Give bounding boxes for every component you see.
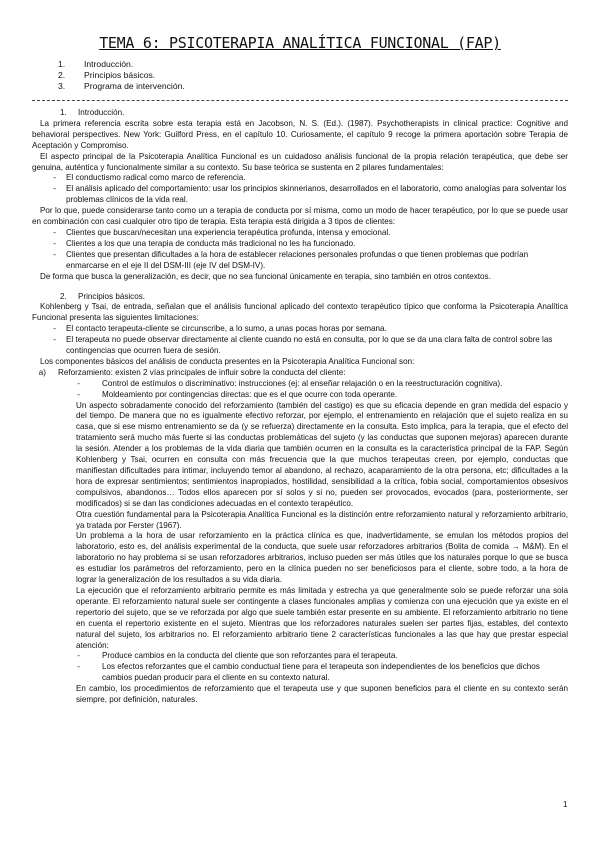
list-item: - Clientes que buscan/necesitan una experiencia terapéutica profunda, intensa y emocional. [53,227,391,237]
paragraph: Un problema a la hora de usar reforzamiento en la práctica clínica es que, inadvertidamente, se emulan los métodos propios del laboratorio, esto es, del análisis experimental de la conducta, que suele usar reforzadores arbitrarios (Bolita de comida → M&M). En el laboratorio no hay problema si se usan reforzadores arbitrarios, incluso pueden ser más útiles que los naturales porque lo que se busca es estudiar los parámetros del reforzamiento, pero en la clínica pueden no ser beneficiosos para el cliente, sobre todo, a la hora de lograr la generalización de los resultados a su vida diaria. [76,531,568,585]
list-item: - Control de estímulos o discriminativo: instrucciones (ej: al enseñar relajación o en la reestructuración cognitiva). [77,378,503,388]
page-title: TEMA 6: PSICOTERAPIA ANALÍTICA FUNCIONAL (FAP) [99,34,501,52]
page-number: 1 [563,800,568,809]
list-item: - Clientes a los que una terapia de conducta más tradicional no les ha funcionado. [53,238,356,248]
section-heading-principios: 2. Principios básicos. [60,291,146,301]
paragraph: La ejecución que el reforzamiento arbitrario permite es más limitada y estrecha ya que generalmente solo se puede reforzar una sola operante. El reforzamiento natural suele ser contingente a clases funcionales amplias y comienza con una ejecución que ya existe en el repertorio del sujeto, que se ve reforzada por algo que suele también estar presente en su ambiente. El reforzamiento arbitrario no tiene en cuenta el repertorio existente en el sujeto. Mientras que los reforzadores naturales suelen ser partes fijas, estables, del contexto natural del sujeto, los arbitrarios no. El reforzamiento arbitrario tiene 2 características funcionales a las que hay que prestar especial atención: [76,585,568,650]
toc-number: 1. [58,59,66,69]
toc-item [58,59,185,70]
list-item: - El conductismo radical como marco de referencia. [53,173,246,183]
list-item: - Clientes que presentan dificultades a la hora de establecer relaciones personales profundas o que tienen problemas que podrían enmarcarse en el eje II del DSM-III (eje IV del DSM-IV). [53,249,529,270]
paragraph: La primera referencia escrita sobre esta terapia está en Jacobson, N. S. (Ed.). (1987). Psychotherapists in clinical practice: Cognitive and behavioral perspectives. New York: Guilford Press, en el capítulo 10. Curiosamente, el capítulo 9 recoge la primera aportación sobre Terapia de Aceptación y Compromiso. [32,118,568,150]
toc-item [58,70,185,81]
list-item: - El contacto terapeuta-cliente se circunscribe, a lo sumo, a unas pocas horas por semana. [53,324,387,334]
list-item: - Moldeamiento por contingencias directas: que es el que ocurre con toda operante. [77,389,398,399]
table-of-contents [58,59,185,92]
toc-item [58,81,185,92]
paragraph: Los componentes básicos del análisis de conducta presentes en la Psicoterapia Analítica Funcional son: [40,356,415,366]
paragraph: El aspecto principal de la Psicoterapia Analítica Funcional es un cuidadoso análisis funcional de la propia relación terapéutica, que debe ser genuina, auténtica y funcionalmente similar a su contexto. Su base teórica se sustenta en 2 pilares fundamentales: [32,151,568,172]
paragraph: Otra cuestión fundamental para la Psicoterapia Analítica Funcional es la distinción entre reforzamiento natural y reforzamiento arbitrario, ya tratada por Ferster (1967). [76,509,568,530]
paragraph: En cambio, los procedimientos de reforzamiento que el terapeuta use y que suponen beneficios para el cliente en su contexto serán siempre, por definición, naturales. [76,684,568,705]
paragraph: Un aspecto sobradamente conocido del reforzamiento (también del castigo) es que su eficacia depende en gran medida del espacio y del tiempo. De manera que no es igualmente efectivo reforzar, por ejemplo, el entrenamiento en relajación que el sujeto realiza en su casa, que si ese mismo entrenamiento se da (y se refuerza) directamente en la consulta. Esto implica, para la terapia, que el efecto del tratamiento será mucho más fuerte si las conductas problemáticas del sujeto (y las conductas que suponen mejoras) aparecen durante la sesión. Atender a los problemas de la vida diaria que también ocurren en la consulta es la característica principal de la FAP. Según Kohlenberg y Tsai, ocurren en consulta con más frecuencia que la que muchos terapeutas creen, por ejemplo, conductas que manifiestan dificultades para intimar, incluyendo temor al abandono, al rechazo, acaparamiento de la otra persona, etc; dificultades a la hora de expresar sentimientos; sentimientos inapropiados, hostilidad, sensibilidad a la crítica, fobia social, comportamientos obsesivos compulsivos, abandonos… Todos ellos aparecen por sí solos y si no, pueden ser provocados, evocados (para, posteriormente, ser modificados) si se dan las condiciones adecuadas en el contexto terapéutico. [76,400,568,508]
toc-label: Programa de intervención. [84,81,185,91]
lettered-item: a) Reforzamiento: existen 2 vías principales de influir sobre la conducta del cliente: [38,367,346,377]
list-item: - Los efectos reforzantes que el cambio conductual tiene para el terapeuta son independientes de los beneficios que dichos cambios puedan producir para el cliente en su contexto natural. [77,662,540,683]
toc-number: 2. [58,70,66,80]
toc-number: 3. [58,81,66,91]
paragraph: Por lo que, puede considerarse tanto como un a terapia de conducta por sí misma, como un modo de hacer terapéutico, por lo que se puede usar en combinación con casi cualquier otro tipo de terapia. Esta terapia está dirigida a 3 tipos de clientes: [32,206,568,227]
paragraph: Kohlenberg y Tsai, de entrada, señalan que el análisis funcional aplicado del contexto terapéutico típico que conforma la Psicoterapia Analítica Funcional presenta las siguientes limitaciones: [32,302,568,323]
list-item: - El análisis aplicado del comportamiento: usar los principios skinnerianos, desarrollados en el laboratorio, como analogías para solventar los problemas clínicos de la vida real. [53,184,567,205]
dashed-divider [32,100,568,101]
paragraph: De forma que busca la generalización, es decir, que no sea funcional únicamente en terapia, sino también en otros contextos. [40,271,491,281]
section-heading-introduccion: 1. Introducción. [60,108,125,117]
list-item: - Produce cambios en la conducta del cliente que son reforzantes para el terapeuta. [77,651,398,661]
document-body [32,108,568,706]
toc-label: Introducción. [84,59,134,69]
toc-label: Principios básicos. [84,70,156,80]
list-item: - El terapeuta no puede observar directamente al cliente cuando no está en consulta, por lo que se da una clara falta de control sobre las contingencias que ocurren fuera de sesión. [53,335,553,356]
